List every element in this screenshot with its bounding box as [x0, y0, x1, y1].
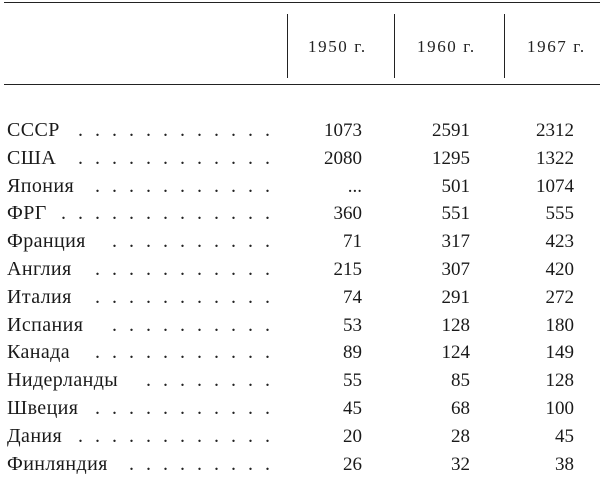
leader-dot: . — [231, 452, 236, 475]
table-row — [0, 284, 600, 311]
leader-dot: . — [180, 285, 185, 308]
leader-dot: . — [214, 369, 219, 392]
leader-dot: . — [146, 258, 151, 280]
leader-dot: . — [112, 230, 117, 253]
value-1950: 1073 — [324, 120, 362, 141]
value-1967: 555 — [545, 203, 574, 225]
leader-dot: . — [248, 452, 253, 475]
leader-dot: . — [78, 424, 83, 447]
value-1960: 85 — [451, 370, 470, 392]
leader-dot: . — [180, 313, 185, 336]
leader-dot: . — [163, 258, 168, 280]
value-1967: 180 — [545, 314, 574, 336]
leader-dot: . — [146, 174, 151, 197]
country-name: Дания — [7, 424, 63, 447]
value-1950: 89 — [343, 342, 362, 364]
value-1960: 32 — [451, 453, 470, 475]
table-top-rule — [4, 2, 600, 3]
value-1950: 45 — [343, 398, 362, 419]
leader-dot: . — [248, 174, 253, 197]
leader-dot: . — [146, 424, 151, 447]
value-1960: 124 — [441, 342, 470, 364]
value-1967: 128 — [545, 370, 574, 392]
country-name: Франция — [7, 230, 86, 253]
leader-dot: . — [95, 119, 100, 141]
value-1960: 551 — [441, 203, 470, 225]
column-divider — [394, 14, 395, 78]
table-row — [0, 395, 600, 422]
leader-dot: . — [95, 174, 100, 197]
leader-dot: . — [265, 174, 270, 197]
leader-dot: . — [129, 258, 134, 280]
leader-dot: . — [112, 285, 117, 308]
leader-dot: . — [78, 202, 83, 225]
leader-dot: . — [180, 174, 185, 197]
country-name: Нидерланды — [7, 369, 119, 392]
leader-dot: . — [112, 397, 117, 419]
leader-dot: . — [129, 424, 134, 447]
leader-dot: . — [146, 452, 151, 475]
value-1950: 74 — [343, 286, 362, 308]
leader-dot: . — [231, 202, 236, 225]
country-name: ФРГ — [7, 202, 47, 225]
table-row — [0, 228, 600, 255]
leader-dot: . — [146, 285, 151, 308]
value-1960: 307 — [441, 259, 470, 280]
leader-dot: . — [265, 452, 270, 475]
value-1960: 317 — [441, 231, 470, 253]
leader-dot: . — [146, 313, 151, 336]
leader-dot: . — [197, 369, 202, 392]
value-1967: 45 — [555, 425, 574, 447]
leader-dot: . — [214, 452, 219, 475]
column-header-1967: 1967 г. — [527, 37, 586, 56]
leader-dot: . — [214, 341, 219, 364]
leader-dot: . — [180, 230, 185, 253]
country-name: Швеция — [7, 397, 79, 419]
leader-dot: . — [112, 258, 117, 280]
leader-dot: . — [180, 258, 185, 280]
leader-dot: . — [129, 230, 134, 253]
leader-dot: . — [265, 369, 270, 392]
leader-dot: . — [112, 174, 117, 197]
country-name: Финляндия — [7, 452, 108, 475]
leader-dot: . — [163, 119, 168, 141]
leader-dot: . — [265, 397, 270, 419]
value-1950: 53 — [343, 314, 362, 336]
leader-dot: . — [214, 230, 219, 253]
leader-dot: . — [180, 424, 185, 447]
leader-dot: . — [231, 285, 236, 308]
leader-dot: . — [129, 397, 134, 419]
value-1967: 149 — [545, 342, 574, 364]
value-1967: 38 — [555, 453, 574, 475]
value-1950: 20 — [343, 425, 362, 447]
table-row — [0, 339, 600, 366]
leader-dot: . — [163, 341, 168, 364]
country-name: СССР — [7, 119, 60, 141]
leader-dot: . — [265, 424, 270, 447]
leader-dot: . — [163, 452, 168, 475]
leader-dot: . — [146, 397, 151, 419]
table-row — [0, 117, 600, 144]
leader-dot: . — [248, 397, 253, 419]
leader-dot: . — [231, 146, 236, 169]
leader-dot: . — [78, 119, 83, 141]
leader-dot: . — [146, 369, 151, 392]
leader-dot: . — [197, 452, 202, 475]
leader-dot: . — [248, 313, 253, 336]
leader-dot: . — [265, 230, 270, 253]
table-row — [0, 312, 600, 339]
leader-dot: . — [197, 174, 202, 197]
value-1950: 55 — [343, 370, 362, 392]
leader-dot: . — [265, 119, 270, 141]
leader-dot: . — [180, 452, 185, 475]
country-name: Япония — [7, 174, 75, 197]
value-1960: 291 — [441, 286, 470, 308]
country-name: Италия — [7, 285, 72, 308]
leader-dot: . — [112, 424, 117, 447]
table-row — [0, 451, 600, 478]
leader-dot: . — [214, 313, 219, 336]
leader-dot: . — [129, 174, 134, 197]
leader-dot: . — [214, 202, 219, 225]
leader-dot: . — [129, 202, 134, 225]
leader-dot: . — [231, 369, 236, 392]
leader-dot: . — [214, 174, 219, 197]
leader-dot: . — [248, 230, 253, 253]
header-rule — [4, 84, 600, 85]
leader-dot: . — [265, 202, 270, 225]
column-divider — [287, 14, 288, 78]
leader-dot: . — [265, 258, 270, 280]
leader-dot: . — [231, 313, 236, 336]
leader-dot: . — [231, 341, 236, 364]
value-1950: 360 — [333, 203, 362, 225]
value-1960: 128 — [441, 314, 470, 336]
table-row — [0, 367, 600, 394]
leader-dot: . — [197, 146, 202, 169]
value-1967: 423 — [545, 231, 574, 253]
leader-dot: . — [265, 313, 270, 336]
leader-dot: . — [163, 397, 168, 419]
leader-dot: . — [78, 146, 83, 169]
leader-dot: . — [129, 313, 134, 336]
leader-dot: . — [163, 202, 168, 225]
leader-dot: . — [265, 285, 270, 308]
leader-dot: . — [248, 119, 253, 141]
leader-dot: . — [163, 313, 168, 336]
leader-dot: . — [95, 397, 100, 419]
table-row — [0, 423, 600, 450]
value-1950: 2080 — [324, 147, 362, 169]
leader-dot: . — [248, 369, 253, 392]
leader-dot: . — [180, 397, 185, 419]
value-1950: 26 — [343, 453, 362, 475]
value-1950: 215 — [333, 259, 362, 280]
leader-dot: . — [146, 341, 151, 364]
leader-dot: . — [197, 397, 202, 419]
leader-dot: . — [61, 202, 66, 225]
leader-dot: . — [112, 146, 117, 169]
leader-dot: . — [231, 230, 236, 253]
leader-dot: . — [214, 258, 219, 280]
value-1960: 68 — [451, 398, 470, 419]
value-1950: ... — [347, 175, 362, 197]
leader-dot: . — [197, 230, 202, 253]
value-1967: 2312 — [536, 120, 574, 141]
column-divider — [504, 14, 505, 78]
value-1967: 100 — [545, 398, 574, 419]
leader-dot: . — [248, 285, 253, 308]
leader-dot: . — [95, 202, 100, 225]
leader-dot: . — [112, 341, 117, 364]
value-1960: 501 — [441, 175, 470, 197]
table-row — [0, 256, 600, 283]
leader-dot: . — [214, 119, 219, 141]
leader-dot: . — [231, 258, 236, 280]
leader-dot: . — [180, 119, 185, 141]
leader-dot: . — [112, 202, 117, 225]
leader-dot: . — [95, 258, 100, 280]
country-name: США — [7, 146, 57, 169]
leader-dot: . — [146, 146, 151, 169]
leader-dot: . — [146, 119, 151, 141]
leader-dot: . — [163, 424, 168, 447]
leader-dot: . — [197, 313, 202, 336]
leader-dot: . — [231, 397, 236, 419]
leader-dot: . — [197, 424, 202, 447]
leader-dot: . — [163, 230, 168, 253]
value-1967: 1074 — [536, 175, 574, 197]
leader-dot: . — [214, 397, 219, 419]
leader-dot: . — [112, 313, 117, 336]
leader-dot: . — [146, 202, 151, 225]
leader-dot: . — [197, 202, 202, 225]
column-header-1950: 1950 г. — [308, 37, 367, 56]
leader-dot: . — [163, 146, 168, 169]
leader-dot: . — [197, 341, 202, 364]
leader-dot: . — [163, 285, 168, 308]
table-row — [0, 145, 600, 172]
table-row — [0, 173, 600, 200]
leader-dot: . — [129, 341, 134, 364]
leader-dot: . — [129, 452, 134, 475]
leader-dot: . — [197, 285, 202, 308]
leader-dot: . — [197, 119, 202, 141]
leader-dot: . — [197, 258, 202, 280]
value-1960: 2591 — [432, 120, 470, 141]
leader-dot: . — [248, 341, 253, 364]
leader-dot: . — [129, 285, 134, 308]
leader-dot: . — [95, 146, 100, 169]
table-row — [0, 200, 600, 227]
leader-dot: . — [214, 146, 219, 169]
leader-dot: . — [163, 174, 168, 197]
leader-dot: . — [231, 424, 236, 447]
leader-dot: . — [180, 146, 185, 169]
leader-dot: . — [180, 202, 185, 225]
value-1967: 1322 — [536, 147, 574, 169]
value-1950: 71 — [343, 231, 362, 253]
leader-dot: . — [231, 119, 236, 141]
leader-dot: . — [163, 369, 168, 392]
leader-dot: . — [248, 258, 253, 280]
country-name: Испания — [7, 313, 84, 336]
leader-dot: . — [265, 146, 270, 169]
leader-dot: . — [95, 341, 100, 364]
leader-dot: . — [129, 119, 134, 141]
value-1960: 28 — [451, 425, 470, 447]
leader-dot: . — [248, 424, 253, 447]
country-name: Канада — [7, 341, 70, 364]
leader-dot: . — [180, 369, 185, 392]
leader-dot: . — [95, 285, 100, 308]
value-1967: 420 — [545, 259, 574, 280]
value-1960: 1295 — [432, 147, 470, 169]
leader-dot: . — [95, 424, 100, 447]
leader-dot: . — [214, 424, 219, 447]
leader-dot: . — [146, 230, 151, 253]
leader-dot: . — [231, 174, 236, 197]
country-name: Англия — [7, 258, 72, 280]
leader-dot: . — [248, 202, 253, 225]
leader-dot: . — [129, 146, 134, 169]
leader-dot: . — [214, 285, 219, 308]
column-header-1960: 1960 г. — [417, 37, 476, 56]
value-1967: 272 — [545, 286, 574, 308]
leader-dot: . — [180, 341, 185, 364]
leader-dot: . — [112, 119, 117, 141]
leader-dot: . — [265, 341, 270, 364]
leader-dot: . — [248, 146, 253, 169]
